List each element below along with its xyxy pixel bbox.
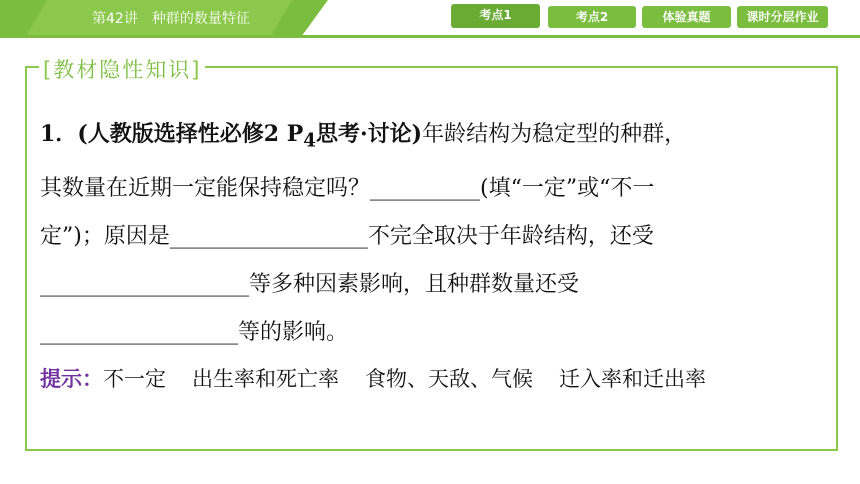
question-line3-a: 定”)；原因是 [40,224,170,250]
answer-blank-3: ___________________ [40,272,249,298]
hint-answer-3: 食物、天敌、气候 [365,367,533,391]
question-text [40,110,830,357]
hint-answer-2: 出生率和死亡率 [192,367,339,391]
question-line2-a: 其数量在近期一定能保持稳定吗？ [40,176,371,202]
bracket-open: [ [43,58,54,82]
bracket-close: ] [191,58,202,82]
section-heading-text: 教材隐性知识 [53,58,192,82]
hint-answer-1: 不一定 [103,367,166,391]
answer-blank-4: __________________ [40,320,238,346]
hint-label: 提示： [40,367,103,391]
tab-kaodian-1[interactable]: 考点1 [451,4,540,28]
hint-answer-4: 迁入率和迁出率 [559,367,706,391]
tab-tiyan-zhenti[interactable]: 体验真题 [642,6,731,28]
question-line5-b: 等的影响。 [238,320,349,346]
answer-blank-1: __________ [370,176,481,202]
question-source [77,121,423,152]
header-divider [0,35,860,38]
tab-keshi-fenceng-zuoye[interactable]: 课时分层作业 [737,6,828,28]
section-heading [39,54,205,84]
question-number: 1． [40,121,78,147]
question-line4-b: 等多种因素影响，且种群数量还受 [249,272,580,298]
lesson-number: 第42讲 [92,11,138,27]
source-subscript: 4 [303,130,316,152]
question-line3-b: 不完全取决于年龄结构，还受 [367,224,654,250]
hint-block [40,356,830,402]
lesson-title [92,8,264,28]
question-line2-b: (填“一定”或“不一 [480,176,655,202]
question-line1: 年龄结构为稳定型的种群， [422,122,687,147]
source-part-b: 思考·讨论) [316,121,423,147]
tab-kaodian-2[interactable]: 考点2 [548,6,636,28]
top-navigation-bar [0,0,860,38]
source-part-a: (人教版选择性必修2 P [77,121,304,147]
answer-blank-2: __________________ [169,224,368,250]
lesson-topic: 种群的数量特征 [151,11,250,27]
